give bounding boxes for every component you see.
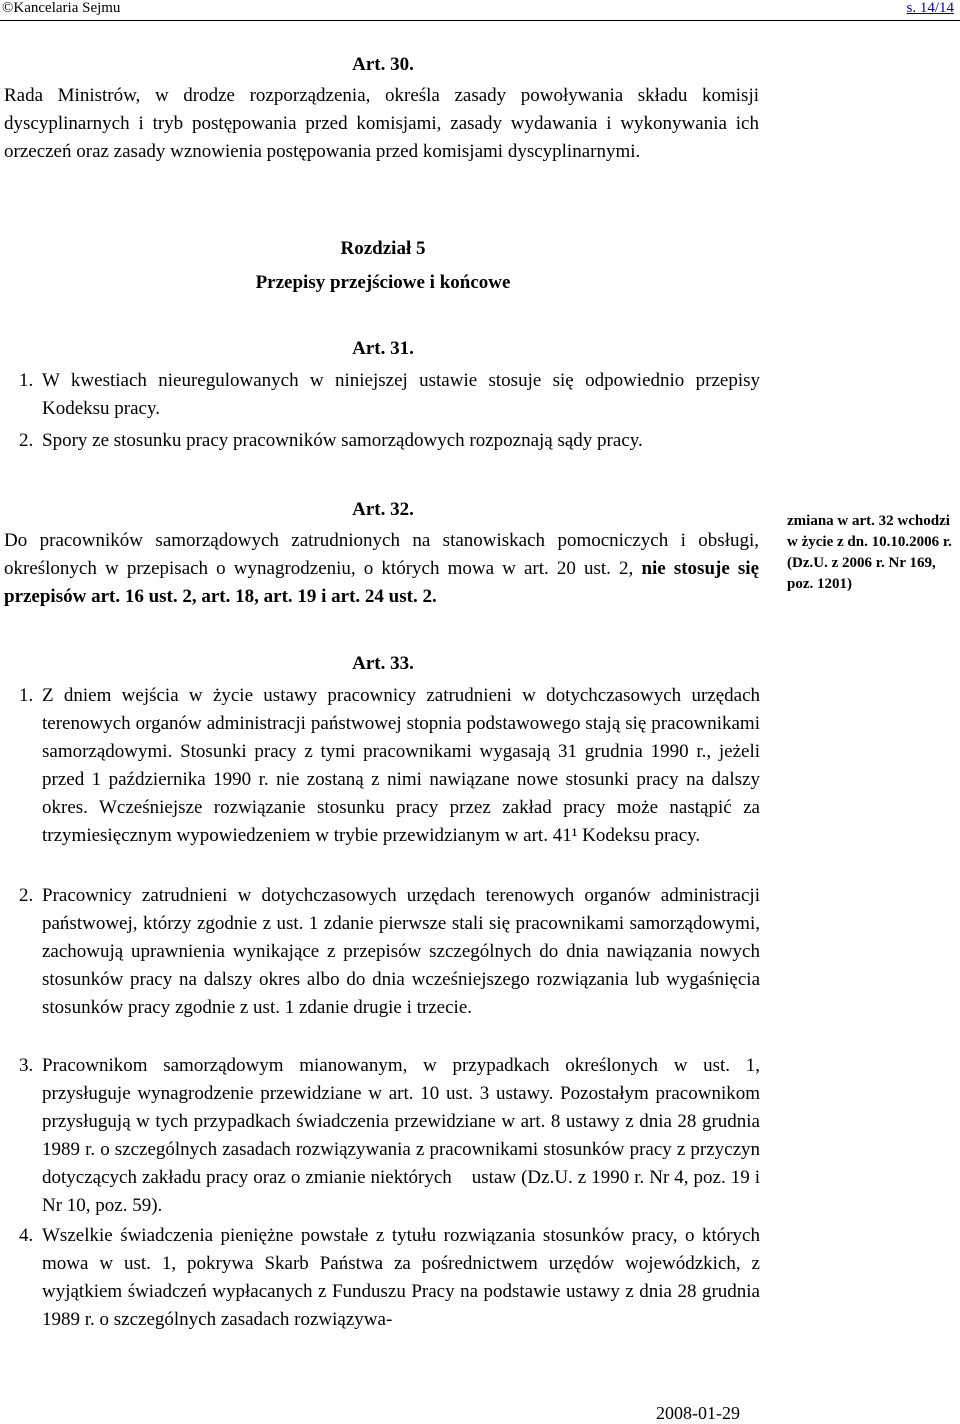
art33-item-1 xyxy=(4,682,760,850)
chapter-title: Przepisy przejściowe i końcowe xyxy=(255,272,511,293)
amendment-side-note: zmiana w art. 32 wchodzi w życie z dn. 10.10.2006 r. (Dz.U. z 2006 r. Nr 169, poz. 1201) xyxy=(787,513,952,592)
header-copyright: ©Kancelaria Sejmu xyxy=(2,0,121,16)
art30-text: Rada Ministrów, w drodze rozporządzenia, określa zasady powoływania składu komisji dyscyplinarnych i tryb postępowania przed komisjami, zasady wydawania i wykonywania ich orzeczeń oraz zasady wznowienia postępowania przed komisjami dyscyplinarnymi. xyxy=(4,85,759,162)
art33-item-4 xyxy=(4,1222,760,1334)
item-number: 3. xyxy=(19,1055,34,1076)
header-rule xyxy=(0,20,960,21)
art33-item-3 xyxy=(4,1052,765,1220)
item-number: 2. xyxy=(19,885,34,906)
item-text: Pracownicy zatrudnieni w dotychczasowych urzędach terenowych organów administracji państwowej, którzy zgodnie z ust. 1 zdanie pierwsze stali się pracownikami samorządowymi, zachowują uprawnienia wynikające z przepisów szczególnych do dnia nawiązania nowych stosunków pracy na dalszy okres albo do dnia wcześniejszego rozwiązania lub wygaśnięcia stosunków pracy zgodnie z ust. 1 zdanie drugie i trzecie. xyxy=(42,885,760,1018)
item-number: 1. xyxy=(19,370,34,391)
chapter-number: Rozdział 5 xyxy=(340,238,426,259)
art32-text xyxy=(4,527,759,611)
art33-title: Art. 33. xyxy=(352,653,414,674)
item-number: 4. xyxy=(19,1225,34,1246)
art31-item-2 xyxy=(4,427,760,455)
page-header xyxy=(0,0,960,22)
art30-title: Art. 30. xyxy=(352,54,414,75)
art32-text-bold: nie stosuje się przepisów art. 16 ust. 2, art. 18, art. 19 i art. 24 ust. 2. xyxy=(4,558,760,607)
item-text: Spory ze stosunku pracy pracowników samorządowych rozpoznają sądy pracy. xyxy=(42,430,643,451)
art31-item-1 xyxy=(4,367,760,423)
item-text: Wszelkie świadczenia pieniężne powstałe z tytułu rozwiązania stosunków pracy, o których mowa w ust. 1, pokrywa Skarb Państwa za pośrednictwem urzędów wojewódzkich, z wyjątkiem świadczeń wypłacanych z Funduszu Pracy na podstawie ustawy z dnia 28 grudnia 1989 r. o szczególnych zasadach rozwiązywa- xyxy=(42,1225,760,1330)
art32-title: Art. 32. xyxy=(352,499,414,520)
item-number: 2. xyxy=(19,430,34,451)
art32-text-plain: Do pracowników samorządowych zatrudnionych na stanowiskach pomocniczych i obsługi, określonych w przepisach o wynagrodzeniu, o których mowa w art. 20 ust. 2, xyxy=(4,530,759,579)
item-text: Z dniem wejścia w życie ustawy pracownicy zatrudnieni w dotychczasowych urzędach terenowych organów administracji państwowej stopnia podstawowego stają się pracownikami samorządowymi. Stosunki pracy z tymi pracownikami wygasają 31 grudnia 1990 r., jeżeli przed 1 października 1990 r. nie zostaną z nimi nawiązane nowe stosunki pracy na dalszy okres. Wcześniejsze rozwiązanie stosunku pracy przez zakład pracy może nastąpić za trzymiesięcznym wypowiedzeniem w trybie przewidzianym w art. 41¹ Kodeksu pracy. xyxy=(42,685,760,846)
item-number: 1. xyxy=(19,685,34,706)
page-number-link[interactable]: s. 14/14 xyxy=(906,0,954,16)
footer-date: 2008-01-29 xyxy=(656,1403,740,1423)
item-text: W kwestiach nieuregulowanych w niniejszej ustawie stosuje się odpowiednio przepisy Kodeksu pracy. xyxy=(42,370,760,419)
art31-title: Art. 31. xyxy=(352,338,414,359)
item-text: Pracownikom samorządowym mianowanym, w przypadkach określonych w ust. 1, przysługuje wynagrodzenie przewidziane w art. 10 ust. 3 ustawy. Pozostałym pracownikom przysługują w tych przypadkach świadczenia przewidziane w art. 8 ustawy z dnia 28 grudnia 1989 r. o szczególnych zasadach rozwiązywania z pracownikami stosunków pracy z przyczyn dotyczących zakładu pracy oraz o zmianie niektórych ustaw (Dz.U. z 1990 r. Nr 4, poz. 19 i Nr 10, poz. 59). xyxy=(42,1055,765,1216)
art33-item-2 xyxy=(4,882,760,1022)
